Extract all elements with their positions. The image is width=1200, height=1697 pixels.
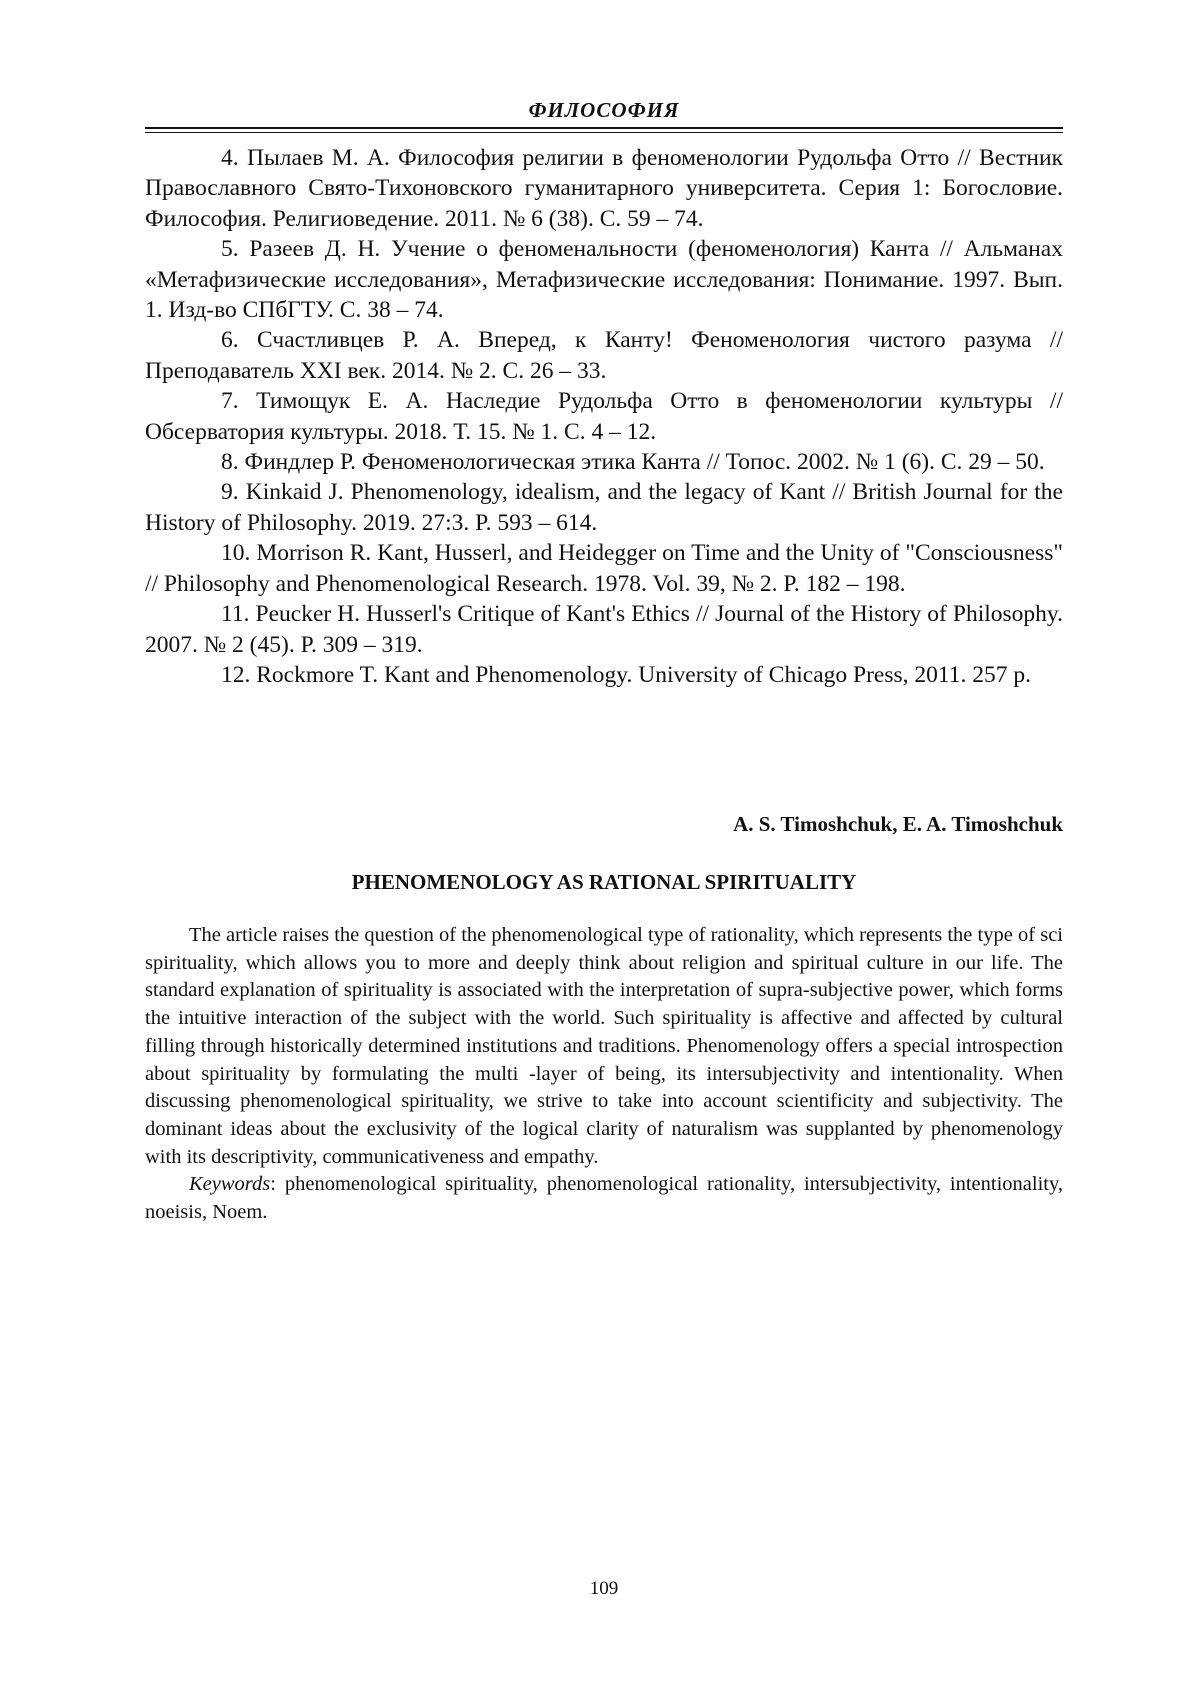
- page: [0, 0, 1200, 1697]
- reference-item: 7. Тимощук Е. А. Наследие Рудольфа Отто в феноменологии культуры // Обсерватория культуры. 2018. Т. 15. № 1. С. 4 – 12.: [145, 386, 1063, 447]
- reference-item: 12. Rockmore T. Kant and Phenomenology. University of Chicago Press, 2011. 257 p.: [145, 660, 1063, 690]
- reference-item: 8. Финдлер Р. Феноменологическая этика Канта // Топос. 2002. № 1 (6). С. 29 – 50.: [145, 447, 1063, 477]
- abstract-block: [145, 922, 1063, 1227]
- header-rule-thin: [145, 132, 1063, 133]
- keywords-paragraph: [145, 1171, 1063, 1226]
- reference-item: 10. Morrison R. Kant, Husserl, and Heidegger on Time and the Unity of "Consciousness" // Philosophy and Phenomenological Research. 1978. Vol. 39, № 2. P. 182 – 198.: [145, 538, 1063, 599]
- keywords-list: : phenomenological spirituality, phenomenological rationality, intersubjectivity, intentionality, noeisis, Noem.: [145, 1173, 1063, 1223]
- keywords-label: Keywords: [189, 1173, 270, 1195]
- reference-list: [145, 143, 1063, 690]
- abstract-text: The article raises the question of the phenomenological type of rationality, which represents the type of sci spirituality, which allows you to more and deeply think about religion and spiritual culture in our life. The standard explanation of spirituality is associated with the interpretation of supra-subjective power, which forms the intuitive interaction of the subject with the world. Such spirituality is affective and affected by cultural filling through historically determined institutions and traditions. Phenomenology offers a special introspection about spirituality by formulating the multi -layer of being, its intersubjectivity and intentionality. When discussing phenomenological spirituality, we strive to take into account scientificity and subjectivity. The dominant ideas about the exclusivity of the logical clarity of naturalism was supplanted by phenomenology with its descriptivity, communicativeness and empathy.: [145, 922, 1063, 1171]
- header-rule-thick: [145, 127, 1063, 129]
- article-title: PHENOMENOLOGY AS RATIONAL SPIRITUALITY: [145, 870, 1063, 895]
- reference-item: 5. Разеев Д. Н. Учение о феноменальности (феноменология) Канта // Альманах «Метафизические исследования», Метафизические исследования: Понимание. 1997. Вып. 1. Изд-во СПбГТУ. С. 38 – 74.: [145, 234, 1063, 325]
- reference-item: 9. Kinkaid J. Phenomenology, idealism, and the legacy of Kant // British Journal for the History of Philosophy. 2019. 27:3. P. 593 – 614.: [145, 477, 1063, 538]
- article-authors: A. S. Timoshchuk, E. A. Timoshchuk: [145, 812, 1063, 837]
- reference-item: 4. Пылаев М. А. Философия религии в феноменологии Рудольфа Отто // Вестник Православного Свято-Тихоновского гуманитарного университета. Серия 1: Богословие. Философия. Религиоведение. 2011. № 6 (38). С. 59 – 74.: [145, 143, 1063, 234]
- reference-item: 6. Счастливцев Р. А. Вперед, к Канту! Феноменология чистого разума // Преподаватель XXI век. 2014. № 2. С. 26 – 33.: [145, 325, 1063, 386]
- running-head: ФИЛОСОФИЯ: [145, 98, 1063, 123]
- page-number: 109: [145, 1578, 1063, 1600]
- reference-item: 11. Peucker H. Husserl's Critique of Kant's Ethics // Journal of the History of Philosophy. 2007. № 2 (45). P. 309 – 319.: [145, 599, 1063, 660]
